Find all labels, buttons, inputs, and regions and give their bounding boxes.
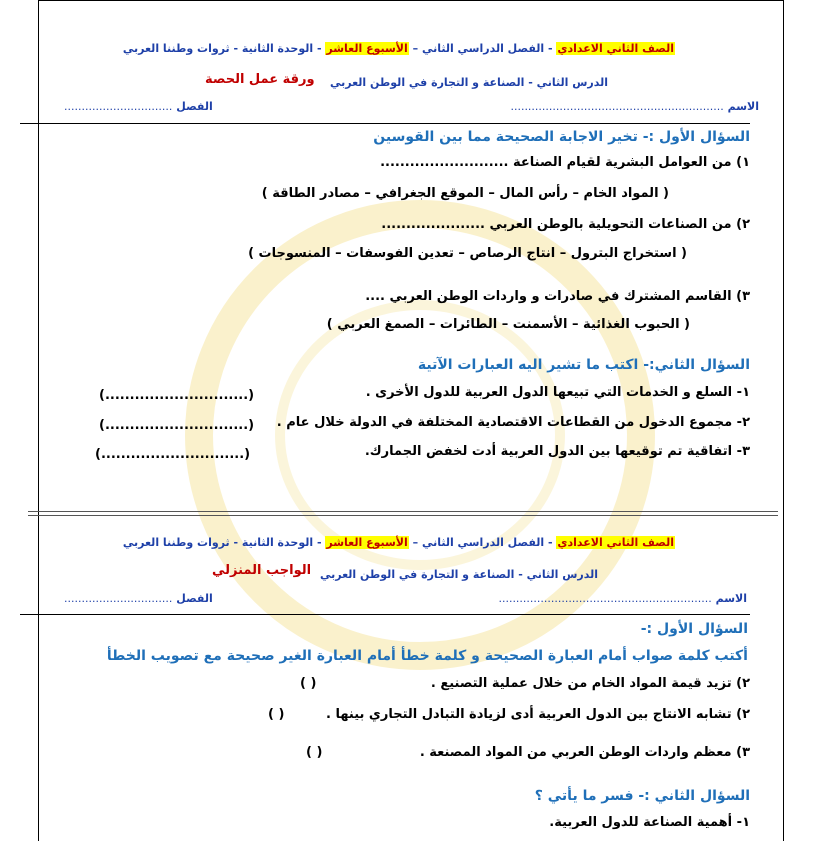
hw-q1-item-3-blank[interactable]: ( ) <box>306 745 323 760</box>
hw-q1-instruction: أكتب كلمة صواب أمام العبارة الصحيحة و كلمة خطأ أمام العبارة الغير صحيحة مع تصويب الخطأ <box>106 648 748 664</box>
worksheet-type-label: ورقة عمل الحصة <box>205 72 315 87</box>
hw-term-text: - الفصل الدراسي الثاني – <box>408 536 557 549</box>
hw-unit-text: - الوحدة الثانية - ثروات وطننا العربي <box>122 536 326 549</box>
q1-item-3: ٣) القاسم المشترك في صادرات و واردات الوطن العربي .... <box>365 289 750 304</box>
hw-q1-item-2: ٢) تشابه الانتاج بين الدول العربية أدى لزيادة التبادل التجاري بينها . <box>325 707 750 722</box>
hw-grade-highlight: الصف الثاني الاعدادي <box>557 536 674 549</box>
hw-class-field[interactable] <box>64 592 213 605</box>
section-separator <box>28 511 778 516</box>
week-highlight: الأسبوع العاشر <box>326 42 408 55</box>
q1-item-1: ١) من العوامل البشرية لقيام الصناعة .......................... <box>380 155 750 170</box>
homework-type-label: الواجب المنزلي <box>212 563 312 578</box>
hw-name-field[interactable] <box>498 592 747 605</box>
hw-q2-title: السؤال الثاني :- فسر ما يأتي ؟ <box>534 788 750 804</box>
hw-q2-item-1: ١- أهمية الصناعة للدول العربية. <box>549 815 750 830</box>
class-label: الفصل <box>176 100 213 113</box>
ministry-seal-watermark-inner <box>275 300 565 570</box>
q1-item-3-choices: ( الحبوب الغذائية – الأسمنت – الطائرات – الصمغ العربي ) <box>326 317 690 332</box>
hw-q1-title: السؤال الأول :- <box>640 621 748 637</box>
hw-class-label: الفصل <box>176 592 213 605</box>
q2-item-1: ١- السلع و الخدمات التي تبيعها الدول العربية للدول الأخرى . <box>365 385 750 400</box>
homework-header <box>123 536 675 549</box>
hw-name-label: الاسم <box>715 592 747 605</box>
q1-item-2: ٢) من الصناعات التحويلية بالوطن العربي ..................... <box>381 217 750 232</box>
lesson-title: الدرس الثاني - الصناعة و التجارة في الوطن العربي <box>329 76 608 89</box>
name-field[interactable] <box>510 100 759 113</box>
hw-q1-item-2-blank[interactable]: ( ) <box>268 707 285 722</box>
q2-item-3-blank[interactable]: (.............................) <box>95 447 251 462</box>
hw-q1-item-1: ٢) تزيد قيمة المواد الخام من خلال عملية التصنيع . <box>430 676 750 691</box>
hw-name-dots: ............................................................. <box>498 592 712 605</box>
class-field[interactable] <box>64 100 213 113</box>
header-divider <box>20 123 750 124</box>
unit-text: - الوحدة الثانية - ثروات وطننا العربي <box>122 42 326 55</box>
q1-title: السؤال الأول :- تخير الاجابة الصحيحة مما بين القوسين <box>373 129 750 145</box>
worksheet-header <box>123 42 675 55</box>
hw-q1-item-1-blank[interactable]: ( ) <box>300 676 317 691</box>
q2-item-3: ٣- اتفاقية تم توقيعها بين الدول العربية أدت لخفض الجمارك. <box>364 444 750 459</box>
q2-item-2-blank[interactable]: (.............................) <box>99 418 255 433</box>
q1-item-2-choices: ( استخراج البترول – انتاج الرصاص – تعدين الفوسفات – المنسوجات ) <box>248 246 687 261</box>
hw-lesson-title: الدرس الثاني - الصناعة و التجارة في الوطن العربي <box>319 568 598 581</box>
hw-q1-item-3: ٣) معظم واردات الوطن العربي من المواد المصنعة . <box>419 745 750 760</box>
name-label: الاسم <box>727 100 759 113</box>
class-dots: ............................... <box>64 100 173 113</box>
hw-header-divider <box>20 614 750 615</box>
q2-title: السؤال الثاني:- اكتب ما تشير اليه العبارات الآتية <box>417 357 750 373</box>
hw-class-dots: ............................... <box>64 592 173 605</box>
grade-highlight: الصف الثاني الاعدادي <box>557 42 674 55</box>
name-dots: ............................................................. <box>510 100 724 113</box>
hw-week-highlight: الأسبوع العاشر <box>326 536 408 549</box>
term-text: - الفصل الدراسي الثاني – <box>408 42 557 55</box>
q1-item-1-choices: ( المواد الخام – رأس المال – الموقع الجغرافي – مصادر الطاقة ) <box>261 186 669 201</box>
q2-item-1-blank[interactable]: (.............................) <box>99 388 255 403</box>
q2-item-2: ٢- مجموع الدخول من القطاعات الاقتصادية المختلفة في الدولة خلال عام . <box>276 415 750 430</box>
